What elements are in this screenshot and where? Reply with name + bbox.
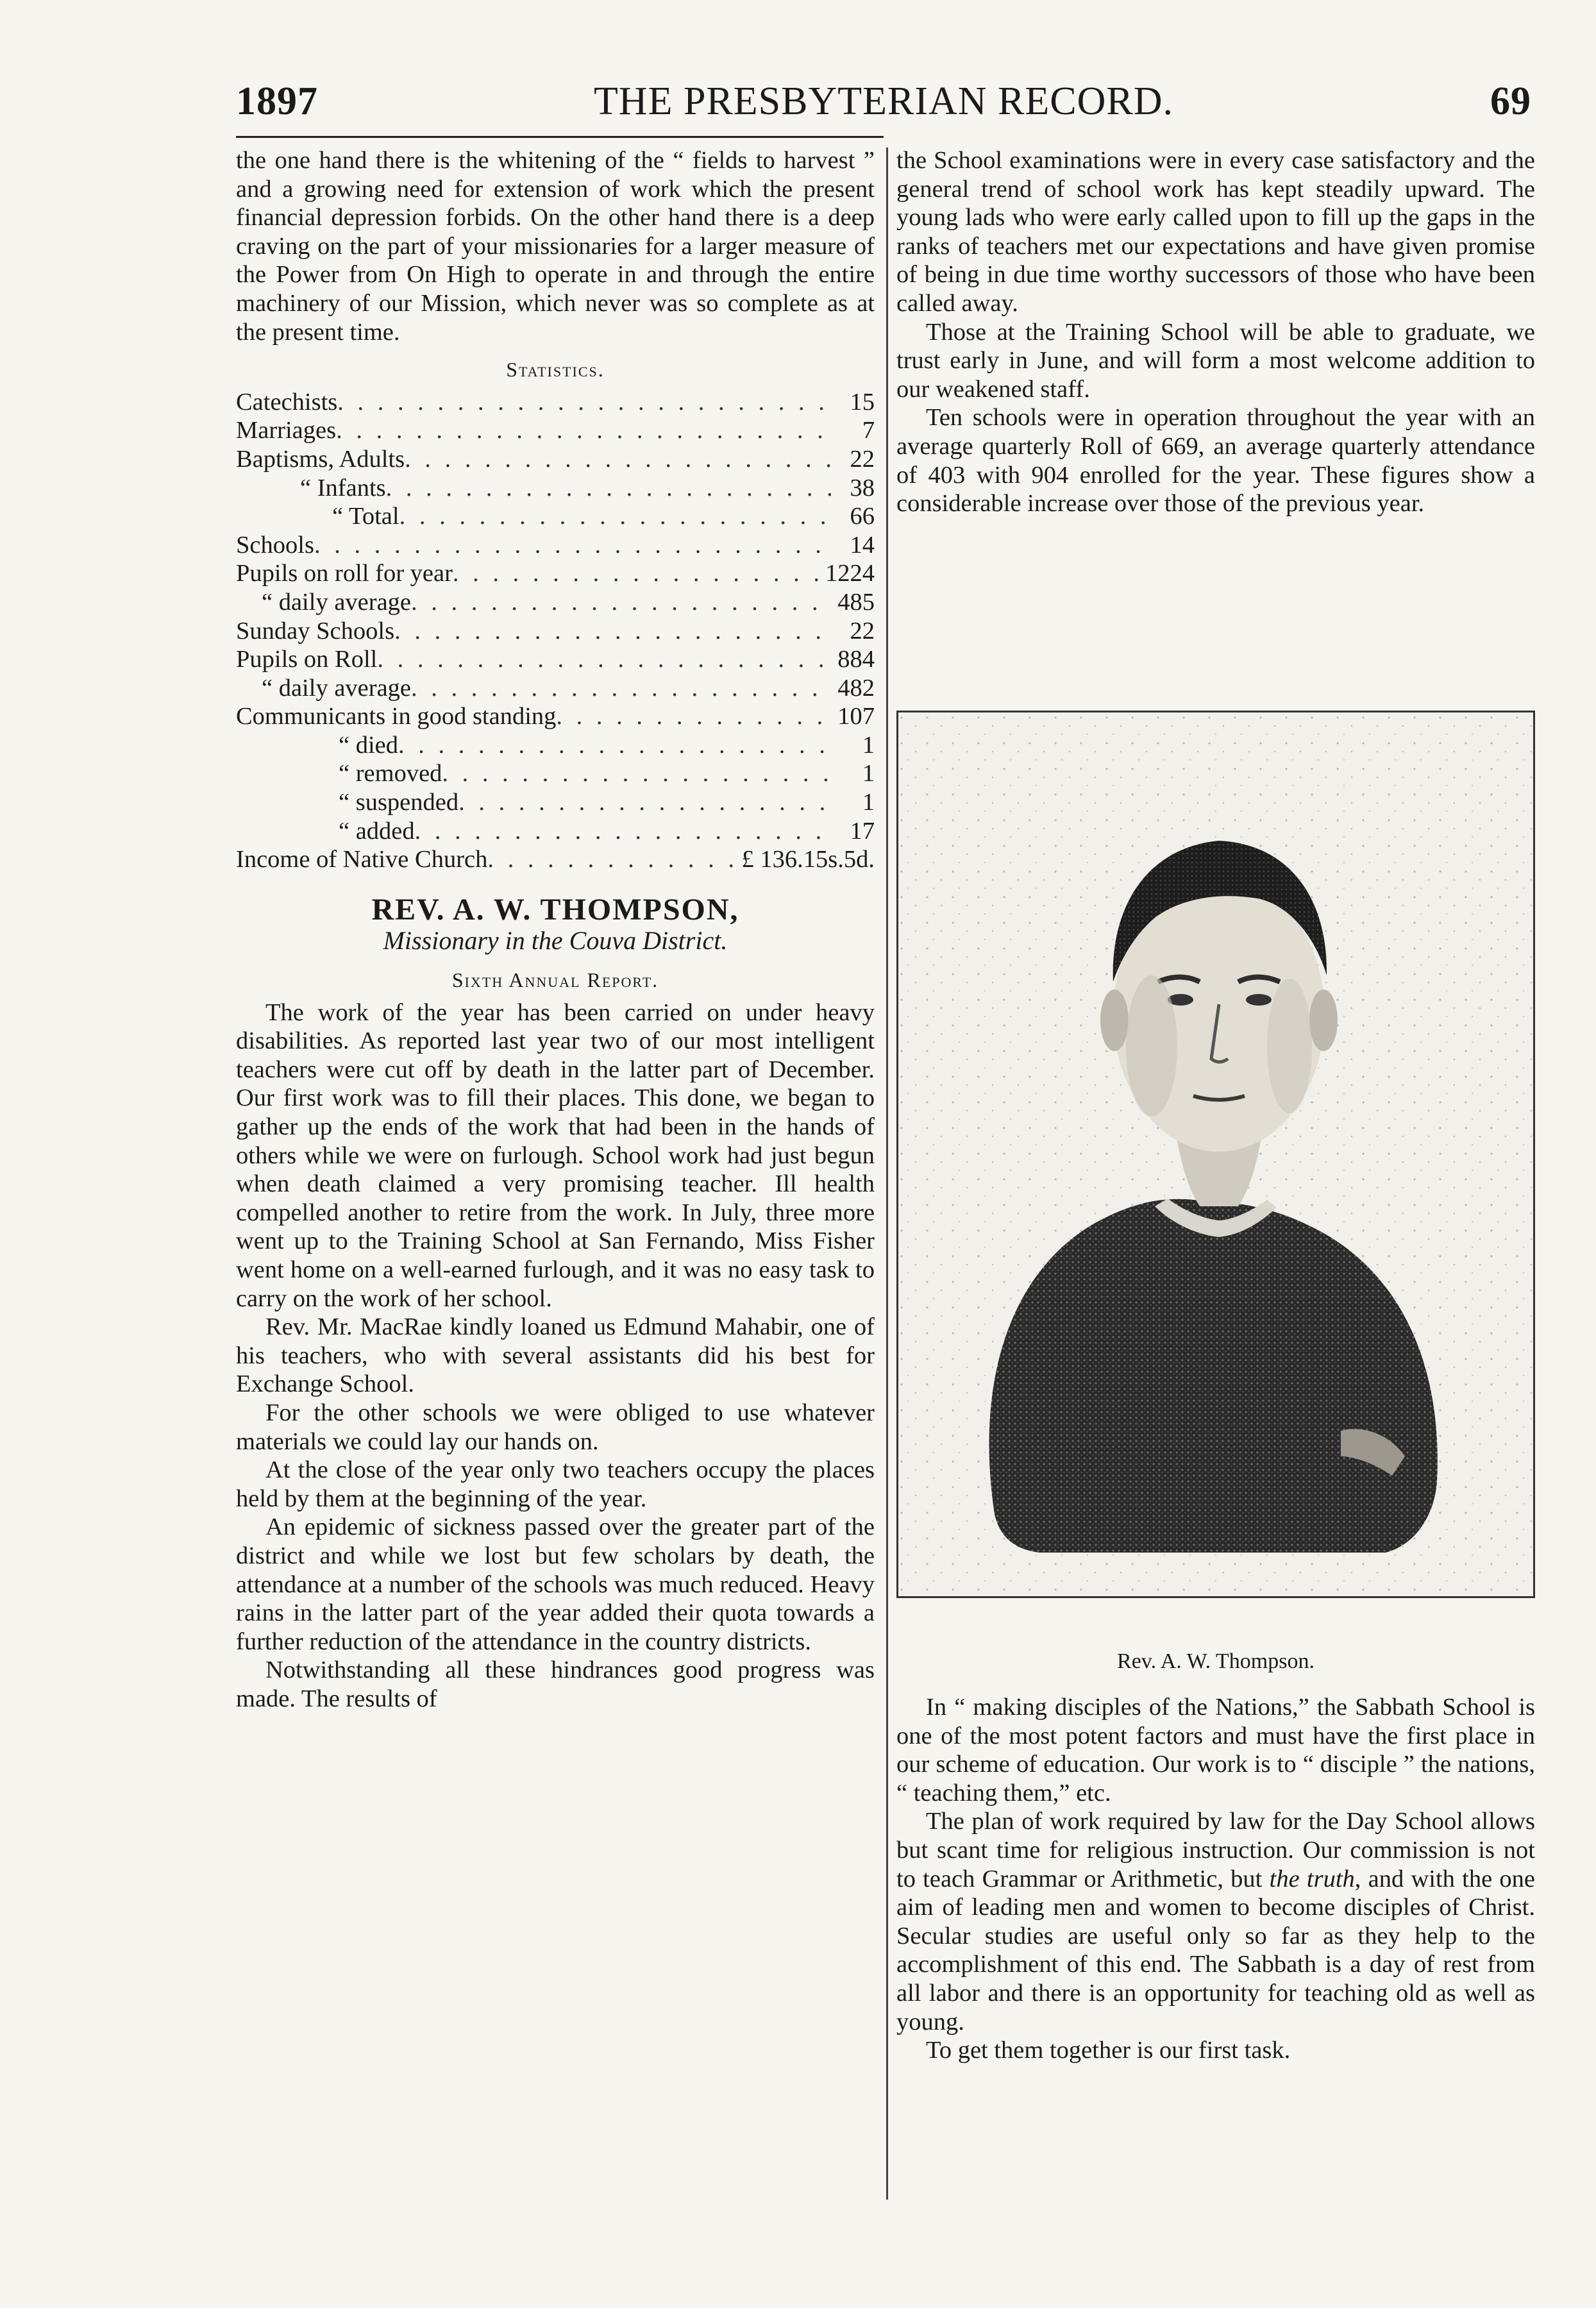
stat-row: “ daily average . . . 485 — [236, 588, 875, 617]
emphasis-the-truth: the truth — [1269, 1865, 1355, 1892]
body-paragraph: the School examinations were in every case satisfactory and the general trend of school work has kept steadily upward. The young lads who were early called upon to fill up the gaps in the ranks of teachers met our expectations and have given promise of being in due time worthy successors of those who have been called away. — [896, 147, 1535, 317]
publication-title: THE PRESBYTERIAN RECORD. — [593, 80, 1174, 123]
body-paragraph: The work of the year has been carried on under heavy disabilities. As reported last year two of our most intelligent teachers were cut off by death in the latter part of December. Our first work was to fill their places. This done, we began to gather up the ends of the work that had been in the hands of others while we were on furlough. School work had just begun when death claimed a very promising teacher. Ill health compelled another to retire from the work. In July, three more went up to the Training School at San Fernando, Miss Fisher went home on a well-earned furlough, and it was no easy task to carry on the work of her school. — [236, 998, 875, 1312]
publication-year: 1897 — [236, 80, 318, 123]
stat-row: Marriages . . . 7 — [236, 416, 875, 445]
body-paragraph: To get them together is our first task. — [926, 2037, 1291, 2064]
stat-row: “ suspended . . . 1 — [236, 788, 875, 817]
body-paragraph: Those at the Training School will be able to graduate, we trust early in June, and will form a most welcome addition to our weakened staff. — [896, 318, 1535, 403]
stat-row: Schools . . . 14 — [236, 531, 875, 560]
running-head — [236, 76, 1531, 127]
body-paragraph: In “ making disciples of the Nations,” the Sabbath School is one of the most potent factors and must have the first place in our scheme of education. Our work is to “ disciple ” the nations, “ teaching them,” etc. — [896, 1694, 1535, 1807]
stat-row: “ added . . . 17 — [236, 817, 875, 846]
right-column — [896, 146, 1535, 518]
stat-row: “ Infants . . . 38 — [236, 474, 875, 503]
intro-paragraph: the one hand there is the whitening of the “ fields to harvest ” and a growing need for extension of work which the present financial depression forbids. On the other hand there is a deep craving on the part of your missionaries for a larger measure of the Power from On High to operate in and through the entire machinery of our Mission, which never was so complete as at the present time. — [236, 147, 875, 346]
body-paragraph: An epidemic of sickness passed over the greater part of the district and while we lost but few scholars by death, the attendance at a number of the schools was much reduced. Heavy rains in the latter part of the year added their quota towards a further reduction of the attendance in the country districts. — [236, 1513, 875, 1655]
body-paragraph: Notwithstanding all these hindrances good progress was made. The results of — [236, 1656, 875, 1712]
portrait-photo — [896, 711, 1535, 1598]
stat-row-income: Income of Native Church . . . £ 136.15s.5d. — [236, 845, 875, 874]
stat-row: Sunday Schools . . . 22 — [236, 617, 875, 646]
statistics-table — [236, 388, 875, 874]
stat-row: Communicants in good standing . . . 107 — [236, 702, 875, 731]
article-title: REV. A. W. THOMPSON, — [371, 892, 739, 927]
stat-row: “ died . . . 1 — [236, 731, 875, 760]
stat-row: “ removed . . . 1 — [236, 759, 875, 788]
portrait-engraving — [898, 712, 1533, 1596]
photo-caption: Rev. A. W. Thompson. — [1117, 1649, 1315, 1673]
report-heading: Sixth Annual Report. — [451, 968, 659, 992]
page-number: 69 — [1490, 80, 1531, 123]
header-rule — [236, 136, 884, 138]
stat-row: Catechists . . . 15 — [236, 388, 875, 417]
left-column — [236, 146, 875, 1713]
statistics-heading: Statistics. — [506, 358, 605, 382]
column-divider — [886, 147, 888, 2200]
body-paragraph: Ten schools were in operation throughout the year with an average quarterly Roll of 669, an average quarterly attendance of 403 with 904 enrolled for the year. These figures show a considerable increase over those of the previous year. — [896, 404, 1535, 518]
right-column-lower — [896, 1693, 1535, 2065]
body-paragraph: For the other schools we were obliged to use whatever materials we could lay our hands on. — [236, 1399, 875, 1455]
body-paragraph: At the close of the year only two teachers occupy the places held by them at the beginning of the year. — [236, 1456, 875, 1512]
article-subtitle: Missionary in the Couva District. — [383, 926, 728, 956]
body-paragraph-plan: The plan of work required by law for the Day School allows but scant time for religious instruction. Our commission is not to teach Grammar or Arithmetic, but the truth, and with the one aim of leading men and women to become disciples of Christ. Secular studies are useful only so far as they help to the accomplishment of this end. The Sabbath is a day of rest from all labor and there is an opportunity for teaching old as well as young. — [896, 1808, 1535, 2035]
stat-row: Pupils on roll for year . . . 1224 — [236, 559, 875, 588]
body-paragraph: Rev. Mr. MacRae kindly loaned us Edmund Mahabir, one of his teachers, who with several assistants did his best for Exchange School. — [236, 1313, 875, 1398]
stat-row: Pupils on Roll . . . 884 — [236, 645, 875, 674]
stat-row: “ Total . . . 66 — [236, 502, 875, 531]
stat-row: “ daily average . . . 482 — [236, 674, 875, 703]
stat-row: Baptisms, Adults . . . 22 — [236, 445, 875, 474]
